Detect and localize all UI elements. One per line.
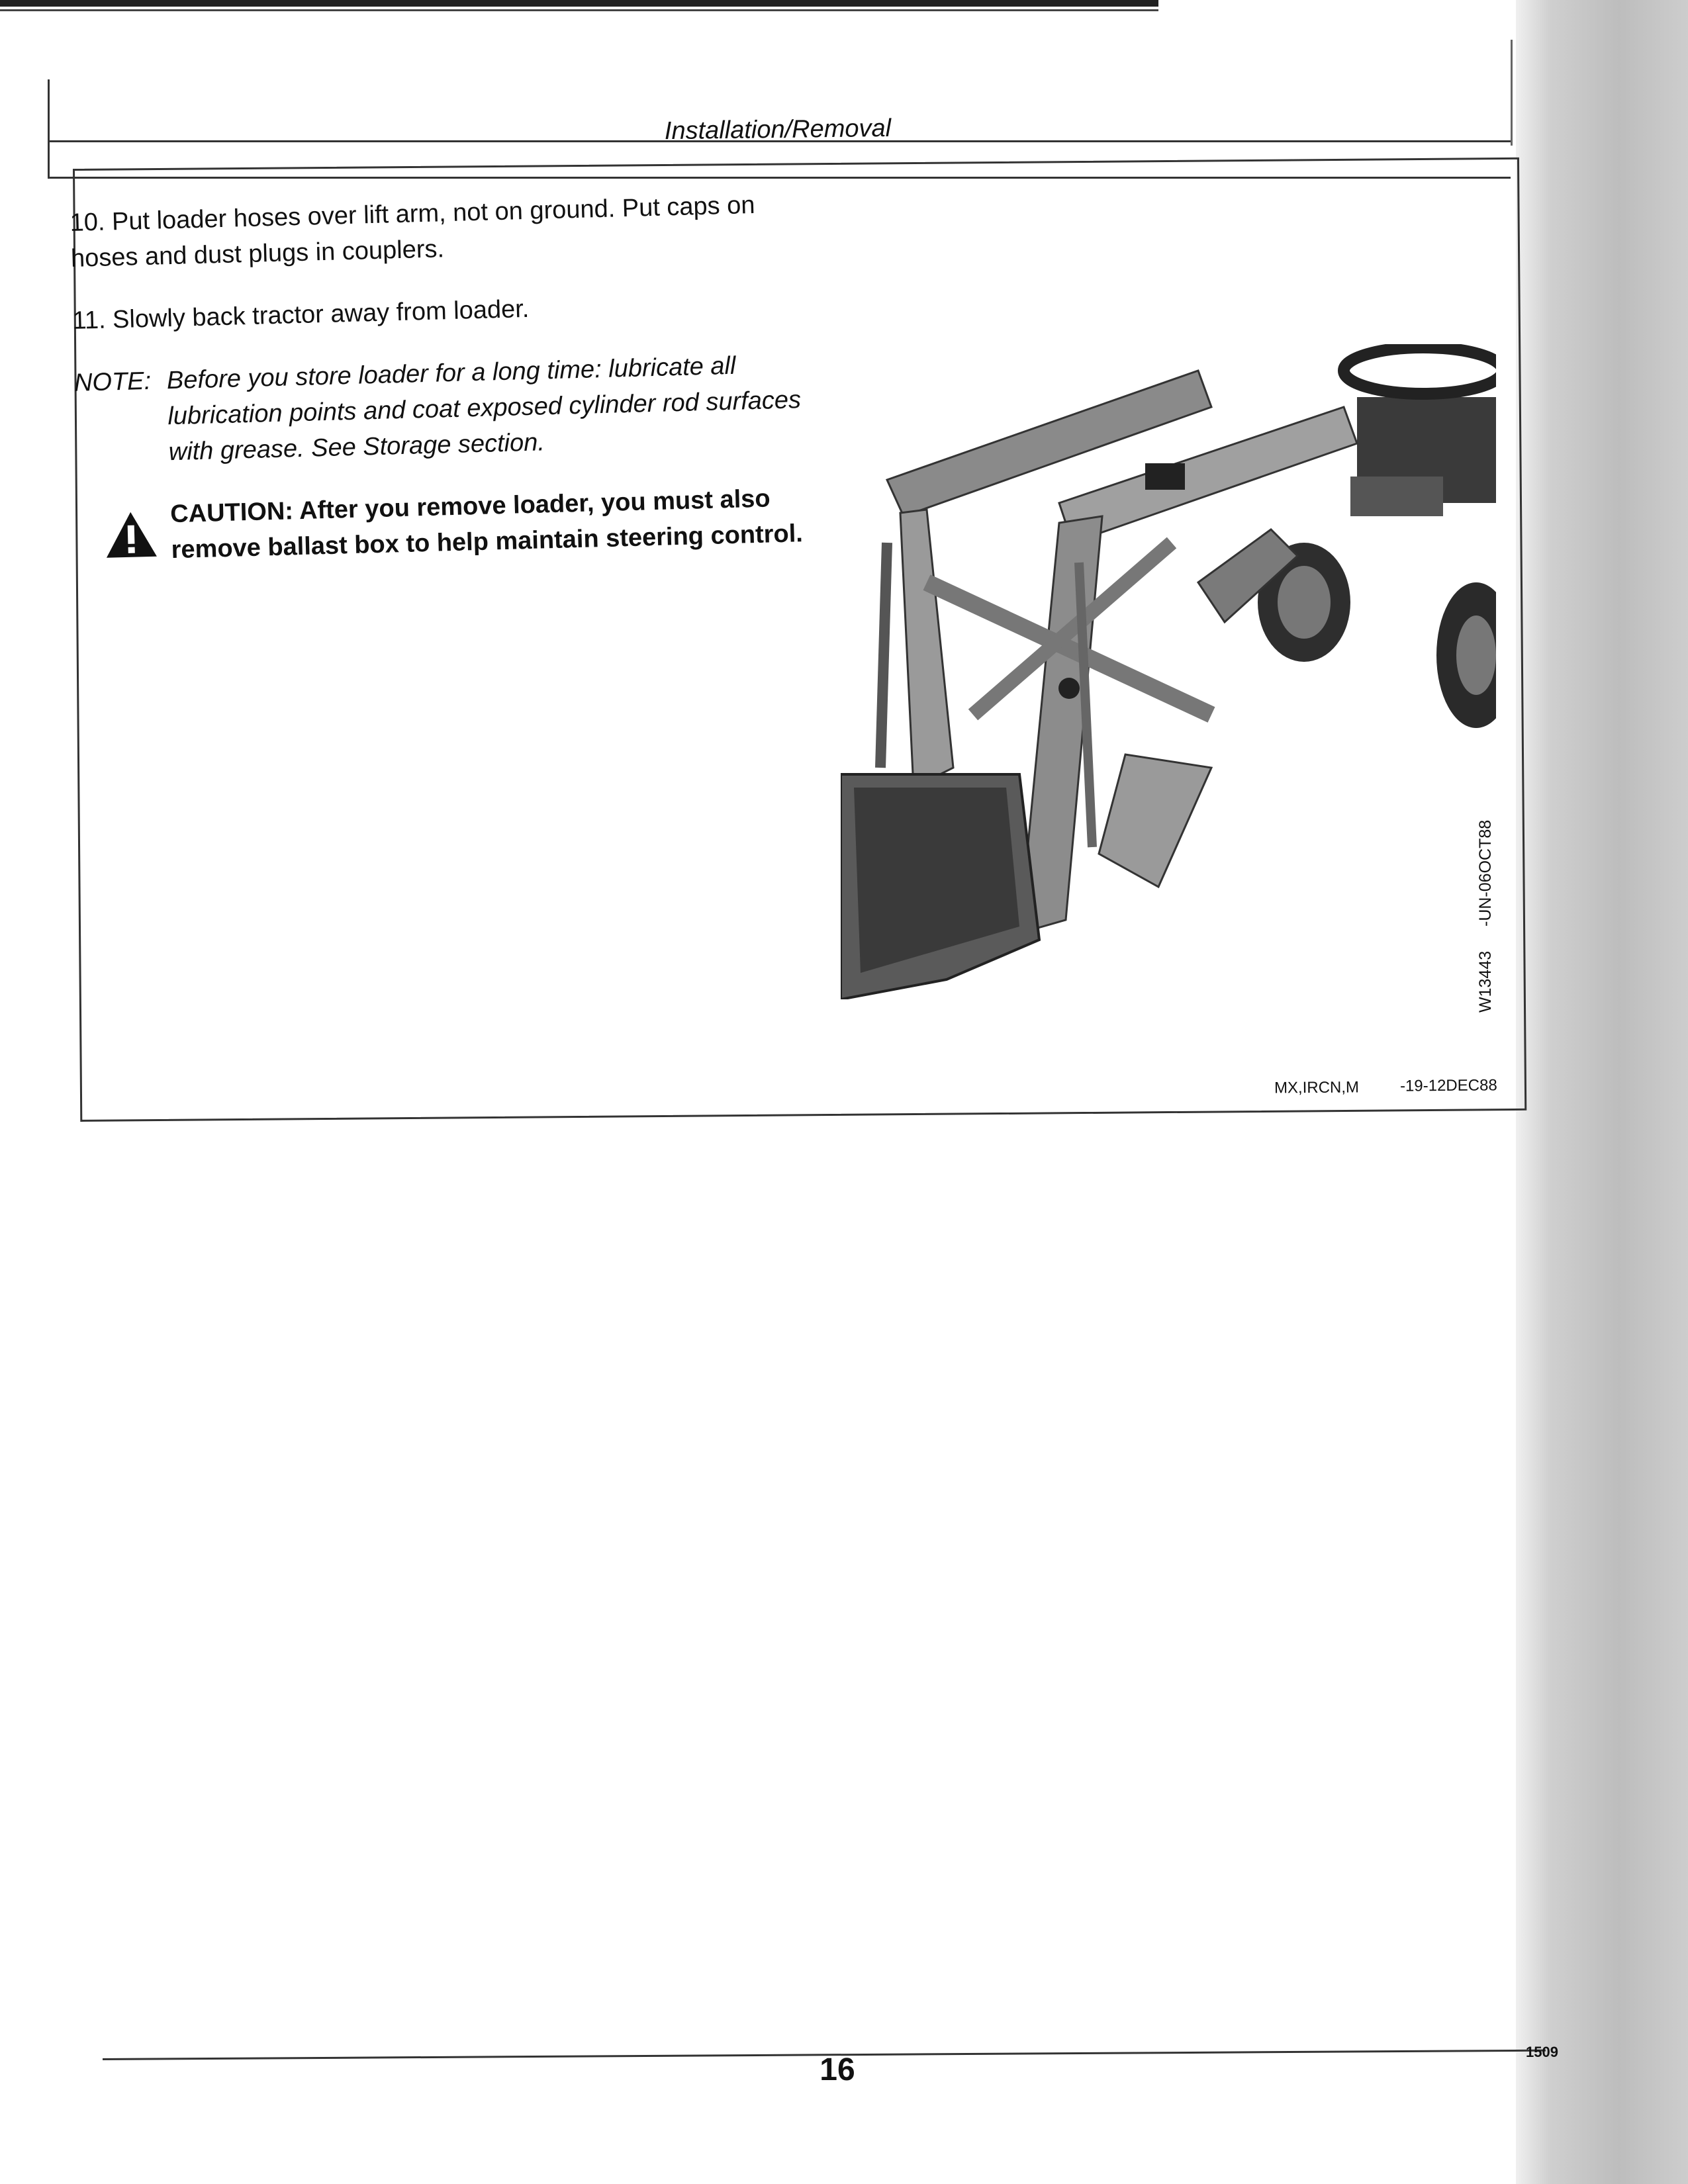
binding-shadow — [1516, 0, 1688, 2184]
figure-ref-left: MX,IRCN,M — [1274, 1078, 1360, 1097]
note-label: NOTE: — [73, 367, 152, 397]
section-title: Installation/Removal — [664, 114, 892, 146]
instructions-column — [70, 185, 827, 570]
note — [73, 345, 824, 473]
tractor-loader-photo — [841, 344, 1496, 999]
edge-code: 1509 — [1526, 2044, 1558, 2060]
page-number: 16 — [820, 2052, 855, 2087]
top-rule — [0, 0, 1158, 7]
figure-code-top: -UN-06OCT88 — [1476, 819, 1495, 927]
figure-code-bottom: W13443 — [1476, 950, 1495, 1013]
note-text: Before you store loader for a long time: lubricate all lubrication points and coat exposed cylinder rod surfaces with grease. See Storage section. — [166, 351, 802, 467]
caution-text: CAUTION: After you remove loader, you must also remove ballast box to help maintain steering control. — [169, 484, 804, 565]
step-10: 10. Put loader hoses over lift arm, not on ground. Put caps on hoses and dust plugs in couplers. — [70, 191, 755, 273]
top-rule-thin — [0, 9, 1158, 11]
figure-ref-right: -19-12DEC88 — [1399, 1076, 1497, 1095]
step-11: 11. Slowly back tractor away from loader. — [72, 295, 530, 335]
warning-triangle-icon — [104, 510, 158, 559]
